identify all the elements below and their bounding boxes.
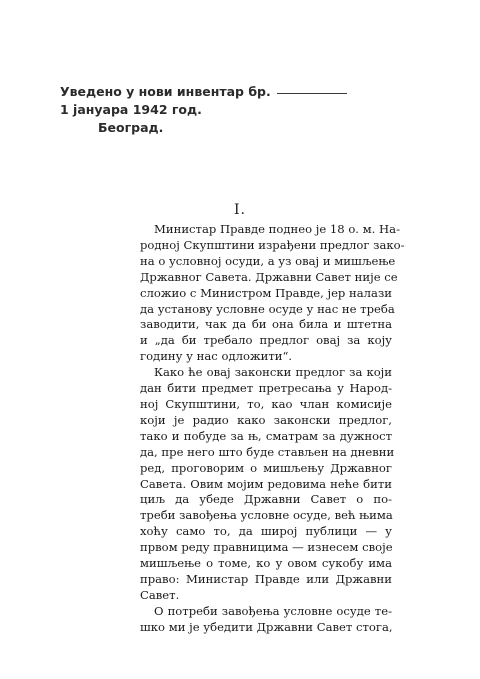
body-text	[140, 222, 405, 636]
text-line: да установу условне осуде у нас не треба	[140, 301, 395, 316]
text-line: сложио с Министром Правде, јер налази	[140, 285, 393, 300]
text-line: хоћу само то, да широј публици — у	[140, 524, 392, 539]
text-line: заводити, чак да би она била и штетна	[140, 317, 392, 332]
text-line: Савет.	[140, 587, 180, 602]
section-heading: I.	[234, 202, 246, 218]
stamp-date: 1 јануара 1942 год.	[60, 102, 202, 117]
paragraph	[140, 365, 395, 604]
inventory-stamp	[60, 83, 347, 137]
stamp-line-inventory	[60, 83, 347, 101]
text-line: који је радио како законски предлог,	[140, 412, 392, 427]
text-line: шко ми је убедити Државни Савет стога,	[140, 619, 393, 634]
text-line: дан бити предмет претресања у Народ-	[140, 381, 392, 396]
text-line: да, пре него што буде стављен на дневни	[140, 444, 395, 459]
text-line: Државног Савета. Државни Савет није се	[140, 269, 398, 284]
text-line: годину у нас одложити“.	[140, 349, 293, 364]
text-line: треби завођења условне осуде, већ њима	[140, 508, 393, 523]
stamp-inventory-text: Уведено у нови инвентар бр.	[60, 84, 271, 99]
text-line: Министар Правде поднео је 18 о. м. На-	[154, 222, 400, 236]
text-line: ред, проговорим о мишљењу Државног	[140, 460, 392, 475]
inventory-number-blank	[277, 93, 347, 94]
text-line: и „да би требало предлог овај за коју	[140, 333, 392, 348]
text-line: мишљење о томе, ко у овом сукобу има	[140, 556, 392, 571]
text-line: ној Скупштини, то, као члан комисије	[140, 396, 392, 411]
stamp-city: Београд.	[98, 120, 164, 135]
text-line: О потреби завођења условне осуде те-	[154, 603, 392, 618]
text-line: циљ да убеде Државни Савет о по-	[140, 492, 392, 507]
text-line: тако и побуде за њ, сматрам за дужност	[140, 428, 392, 443]
text-line: на о условној осуди, а уз овај и мишљење	[140, 253, 396, 268]
text-line: Савета. Овим мојим редовима неће бити	[140, 476, 392, 491]
paragraph	[140, 222, 405, 365]
text-line: Како ће овај законски предлог за који	[154, 365, 392, 380]
paragraph	[140, 604, 392, 636]
text-line: право: Министар Правде или Државни	[140, 571, 392, 586]
text-line: родној Скупштини израђени предлог зако-	[140, 237, 405, 252]
text-line: првом реду правницима — изнесем своје	[140, 540, 393, 555]
